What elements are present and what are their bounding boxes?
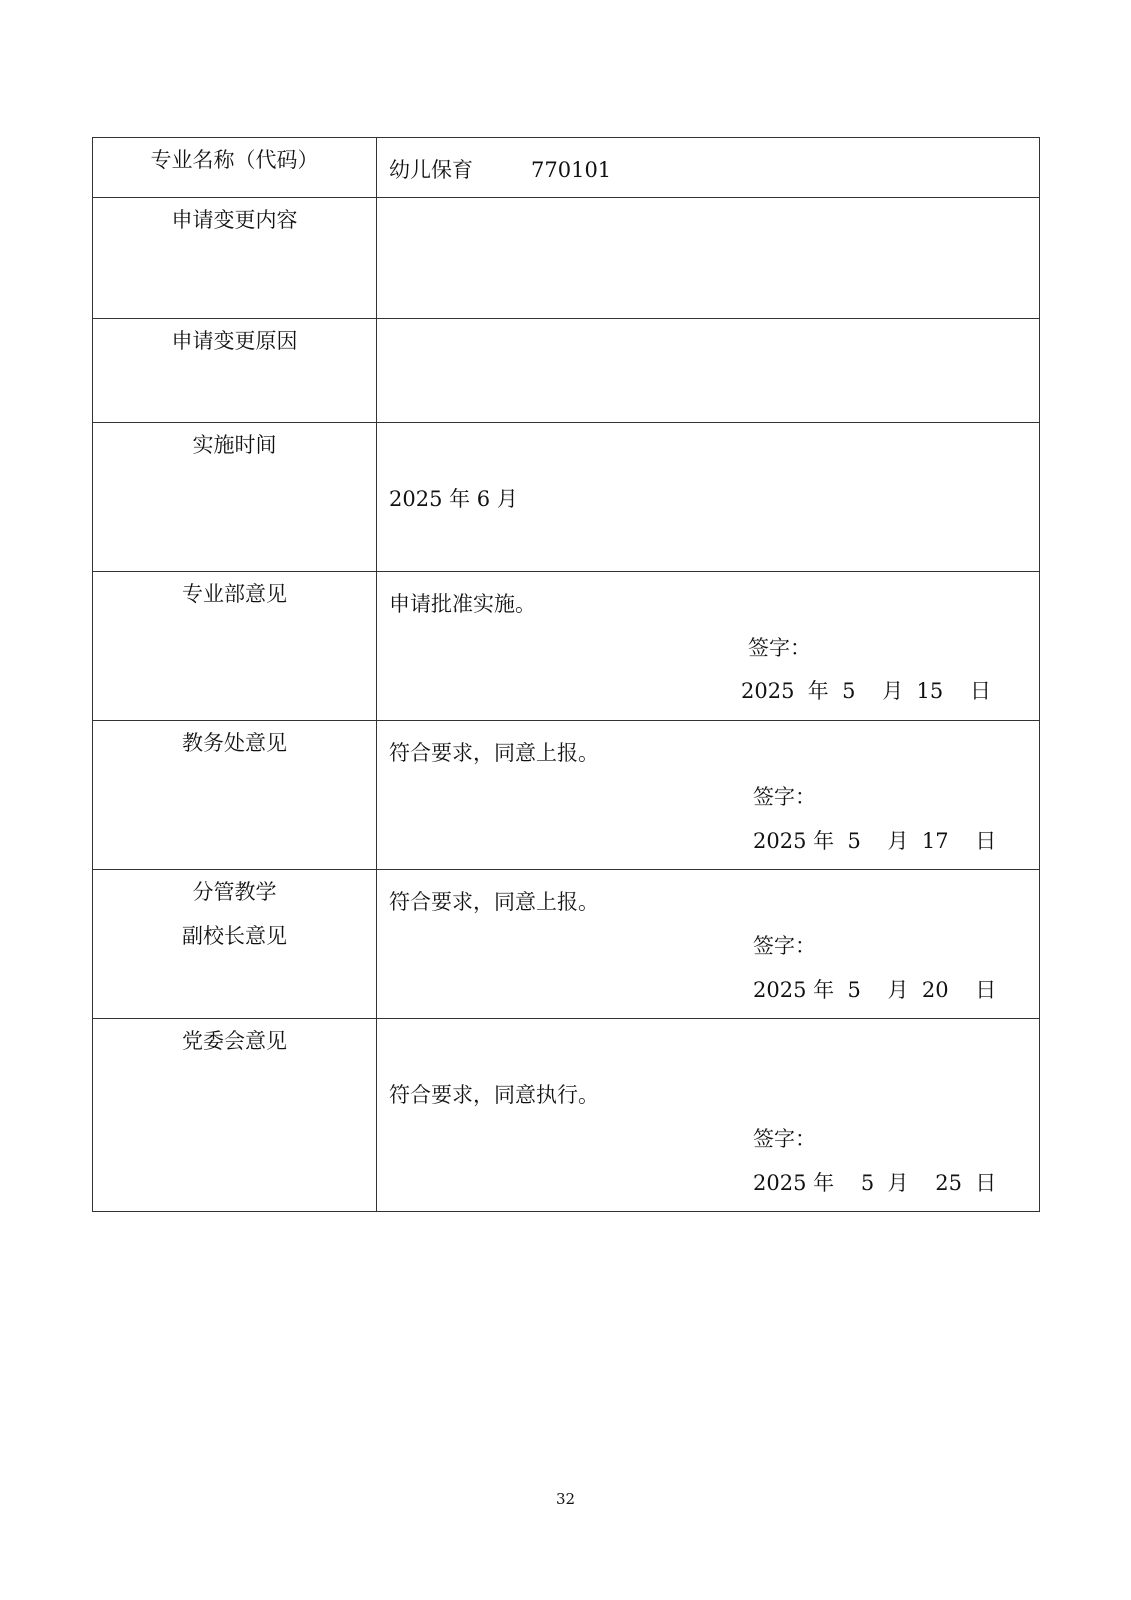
major-value-cell: [377, 138, 1040, 198]
implementation-value-cell: [377, 423, 1040, 572]
party-committee-opinion-cell: [377, 1019, 1040, 1212]
implementation-label: 实施时间: [93, 423, 377, 572]
dept-opinion-cell: [377, 572, 1040, 721]
change-content-value: [377, 198, 1040, 319]
dept-sign-date: 2025 年 5 月 15 日: [741, 679, 991, 703]
vice-principal-opinion-label: 分管教学 副校长意见: [93, 870, 377, 1019]
major-name: 幼儿保育: [389, 158, 473, 182]
major-label: 专业名称（代码）: [93, 138, 377, 198]
vice-principal-opinion-cell: [377, 870, 1040, 1019]
dept-opinion-label: 专业部意见: [93, 572, 377, 721]
party-committee-sign-label: 签字：: [753, 1127, 816, 1151]
change-reason-label: 申请变更原因: [93, 319, 377, 423]
party-committee-opinion-text: 符合要求，同意执行。: [389, 1083, 599, 1107]
academic-affairs-opinion-text: 符合要求，同意上报。: [389, 741, 599, 765]
party-committee-sign-date: 2025 年 5 月 25 日: [753, 1171, 997, 1195]
academic-affairs-opinion-label: 教务处意见: [93, 721, 377, 870]
vice-principal-sign-date: 2025 年 5 月 20 日: [753, 978, 997, 1002]
dept-opinion-text: 申请批准实施。: [389, 592, 536, 616]
page-number: 32: [555, 1490, 576, 1508]
academic-affairs-sign-label: 签字：: [753, 785, 816, 809]
application-form-table: [92, 137, 1040, 1212]
academic-affairs-sign-date: 2025 年 5 月 17 日: [753, 829, 997, 853]
change-content-label: 申请变更内容: [93, 198, 377, 319]
major-code: 770101: [531, 158, 612, 182]
change-reason-value: [377, 319, 1040, 423]
implementation-value: 2025 年 6 月: [389, 487, 518, 511]
vice-principal-sign-label: 签字：: [753, 934, 816, 958]
academic-affairs-opinion-cell: [377, 721, 1040, 870]
vice-principal-opinion-text: 符合要求，同意上报。: [389, 890, 599, 914]
dept-sign-label: 签字：: [748, 636, 811, 660]
party-committee-opinion-label: 党委会意见: [93, 1019, 377, 1212]
